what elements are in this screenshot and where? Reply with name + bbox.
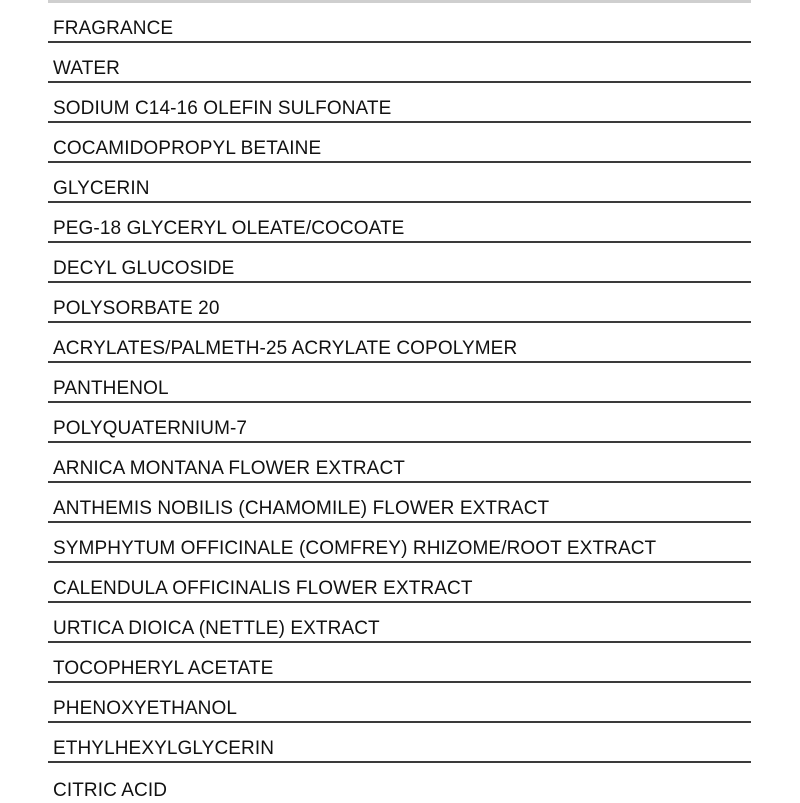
ingredient-name: POLYQUATERNIUM-7 <box>53 418 248 439</box>
ingredient-name: GLYCERIN <box>53 178 150 199</box>
list-item <box>48 83 751 123</box>
list-item <box>48 723 751 763</box>
ingredient-name: PANTHENOL <box>53 378 169 399</box>
ingredient-name: CALENDULA OFFICINALIS FLOWER EXTRACT <box>53 578 473 599</box>
list-item <box>48 763 751 803</box>
list-item <box>48 683 751 723</box>
list-item <box>48 243 751 283</box>
list-item <box>48 363 751 403</box>
ingredient-name: DECYL GLUCOSIDE <box>53 258 235 279</box>
ingredient-name: TOCOPHERYL ACETATE <box>53 658 274 679</box>
ingredient-list <box>48 3 751 803</box>
list-item <box>48 523 751 563</box>
list-item <box>48 203 751 243</box>
ingredient-name: SODIUM C14-16 OLEFIN SULFONATE <box>53 98 392 119</box>
list-item <box>48 163 751 203</box>
list-item <box>48 3 751 43</box>
ingredient-name: PEG-18 GLYCERYL OLEATE/COCOATE <box>53 218 405 239</box>
ingredient-name: POLYSORBATE 20 <box>53 298 220 319</box>
ingredient-name: COCAMIDOPROPYL BETAINE <box>53 138 322 159</box>
list-item <box>48 563 751 603</box>
ingredient-name: FRAGRANCE <box>53 18 174 39</box>
list-item <box>48 483 751 523</box>
list-item <box>48 123 751 163</box>
list-item <box>48 403 751 443</box>
ingredient-name: WATER <box>53 58 120 79</box>
ingredient-name: PHENOXYETHANOL <box>53 698 238 719</box>
list-item <box>48 643 751 683</box>
ingredient-name: CITRIC ACID <box>53 780 168 801</box>
list-item <box>48 603 751 643</box>
ingredient-name: ANTHEMIS NOBILIS (CHAMOMILE) FLOWER EXTRACT <box>53 498 550 519</box>
ingredient-name: ETHYLHEXYLGLYCERIN <box>53 738 275 759</box>
list-item <box>48 323 751 363</box>
ingredient-name: ACRYLATES/PALMETH-25 ACRYLATE COPOLYMER <box>53 338 518 359</box>
list-item <box>48 443 751 483</box>
ingredient-name: ARNICA MONTANA FLOWER EXTRACT <box>53 458 405 479</box>
ingredient-name: URTICA DIOICA (NETTLE) EXTRACT <box>53 618 380 639</box>
list-item <box>48 283 751 323</box>
ingredient-name: SYMPHYTUM OFFICINALE (COMFREY) RHIZOME/ROOT EXTRACT <box>53 538 657 559</box>
list-item <box>48 43 751 83</box>
